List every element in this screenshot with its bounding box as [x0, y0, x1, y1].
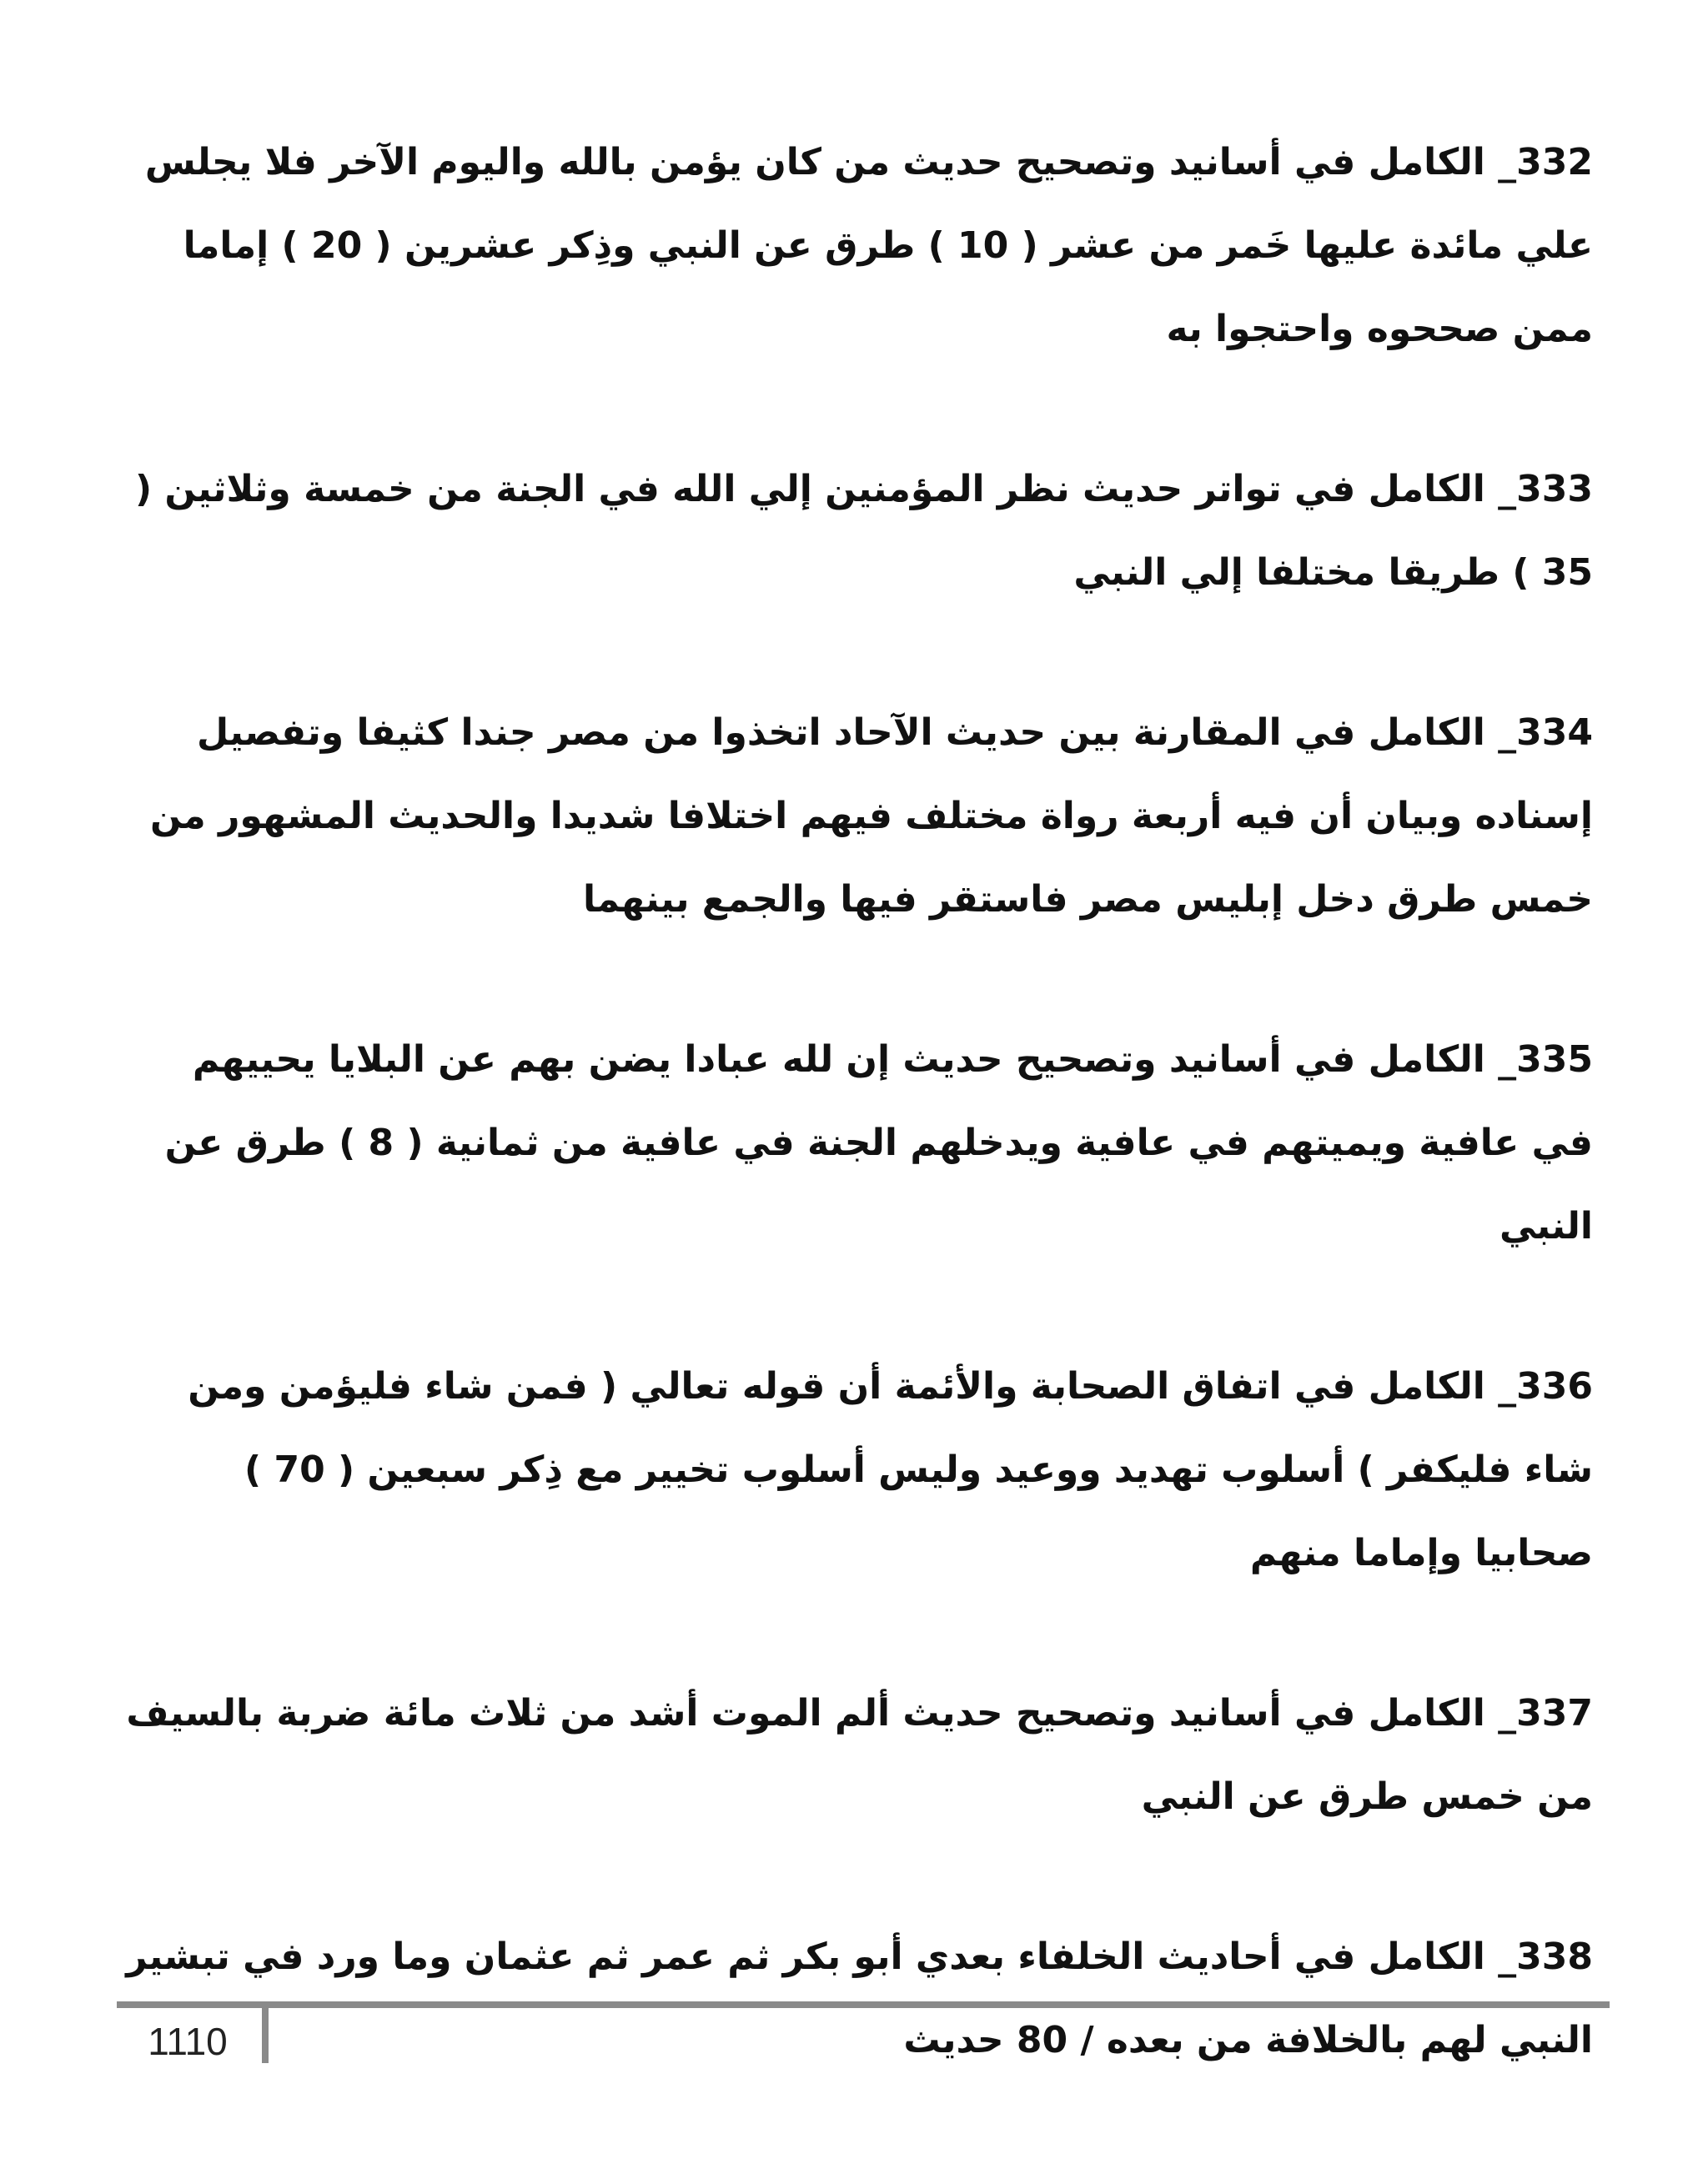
entry-332: 332_ الكامل في أسانيد وتصحيح حديث من كان يؤمن بالله واليوم الآخر فلا يجلس علي مائدة عليها خَمر من عشر ( 10 ) طرق عن النبي وذِكر عشرين ( 20 ) إماما ممن صححوه واحتجوا به — [144, 141, 1593, 350]
page-number: 1110 — [148, 2020, 228, 2063]
entry-335: 335_ الكامل في أسانيد وتصحيح حديث إن لله عبادا يضن بهم عن البلايا يحييهم في عافية ويميتهم في عافية ويدخلهم الجنة في عافية من ثمانية ( 8 ) طرق عن النبي — [164, 1038, 1593, 1248]
entry-337: 337_ الكامل في أسانيد وتصحيح حديث ألم الموت أشد من ثلاث مائة ضربة بالسيف من خمس طرق عن النبي — [126, 1692, 1593, 1818]
footer-divider — [117, 2001, 1610, 2008]
entry-list — [125, 121, 1593, 2159]
entry-336: 336_ الكامل في اتفاق الصحابة والأئمة أن قوله تعالي ( فمن شاء فليؤمن ومن شاء فليكفر ) أسلوب تهديد ووعيد وليس أسلوب تخيير مع ذِكر سبعين ( 70 ) صحابيا وإماما منهم — [188, 1365, 1593, 1574]
entry-334: 334_ الكامل في المقارنة بين حديث الآحاد اتخذوا من مصر جندا كثيفا وتفصيل إسناده وبيان أن فيه أربعة رواة مختلف فيهم اختلافا شديدا والحديث المشهور من خمس طرق دخل إبليس مصر فاستقر فيها والجمع بينهما — [149, 711, 1593, 921]
entry-338: 338_ الكامل في أحاديث الخلفاء بعدي أبو بكر ثم عمر ثم عثمان وما ورد في تبشير النبي لهم بالخلافة من بعده / 80 حديث — [126, 1936, 1593, 2061]
footer-divider-tick — [262, 2005, 269, 2063]
entry-333: 333_ الكامل في تواتر حديث نظر المؤمنين إلي الله في الجنة من خمسة وثلاثين ( 35 ) طريقا مختلفا إلي النبي — [134, 468, 1593, 594]
